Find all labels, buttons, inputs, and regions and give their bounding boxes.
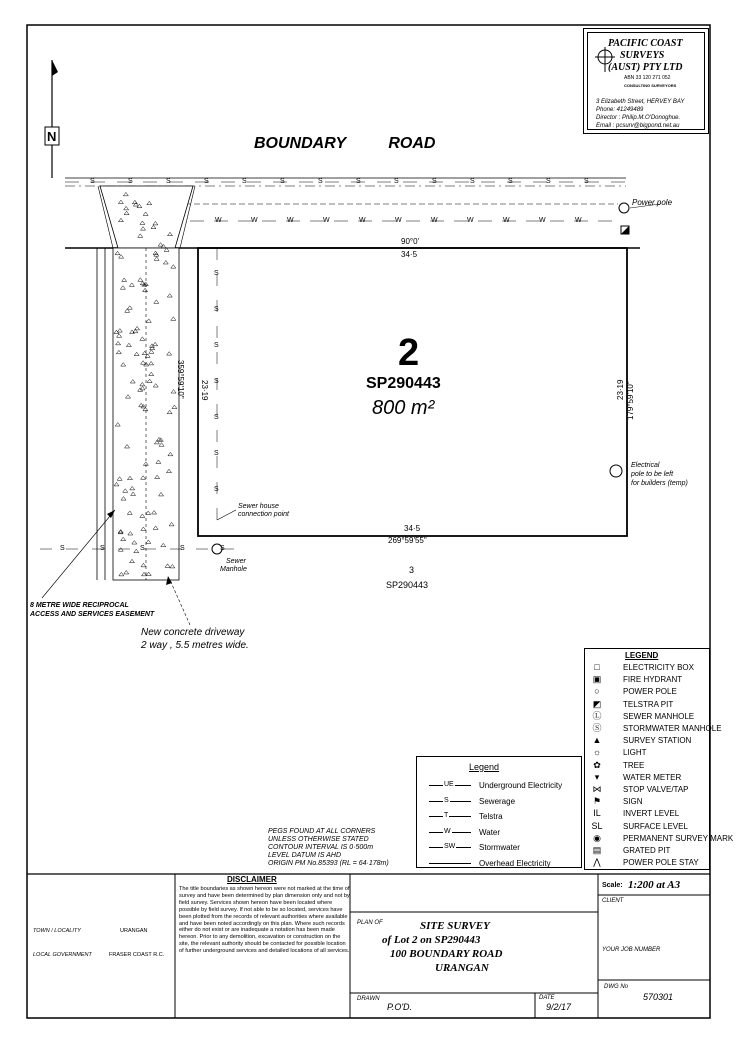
- firm-email: Email : pcsurv@bigpond.net.au: [596, 123, 680, 129]
- legend-symbol-icon: ▾: [594, 771, 600, 782]
- electrical-pole-icon: [610, 465, 622, 477]
- town-value: URANGAN: [120, 928, 148, 934]
- legend-symbol-label: SURVEY STATION: [623, 736, 692, 746]
- electrical-pole-label-2: pole to be left: [631, 471, 674, 478]
- water-marker: W: [467, 217, 474, 224]
- scale-label: Scale:: [602, 882, 623, 889]
- legend-line-swatch: [429, 801, 471, 802]
- lot-south-bearing: 269°59'55": [388, 536, 427, 545]
- firm-name-3: (AUST) PTY LTD: [608, 62, 683, 73]
- adjacent-lot-number: 3: [409, 565, 415, 575]
- sewer-marker: S: [128, 178, 133, 185]
- legend-symbol-icon: ◉: [593, 832, 601, 843]
- sewer-house-label-2: connection point: [238, 511, 289, 518]
- legend-symbol-label: INVERT LEVEL: [623, 809, 680, 819]
- symbols-legend-title: LEGEND: [625, 651, 659, 660]
- legend-symbol-label: STORMWATER MANHOLE: [623, 724, 722, 733]
- date-value: 9/2/17: [546, 1002, 572, 1012]
- lot-north-length: 34·5: [401, 250, 418, 259]
- legend-symbol-icon: IL: [593, 808, 601, 819]
- water-marker: W: [503, 217, 510, 224]
- sewer-marker: S: [584, 178, 589, 185]
- sewer-marker: S: [214, 306, 219, 313]
- legend-symbol-label: POWER POLE STAY: [623, 858, 699, 868]
- legend-symbol-icon: ▤: [592, 845, 602, 855]
- sewer-marker: S: [470, 178, 475, 185]
- legend-code: S: [444, 796, 449, 804]
- drawn-label: DRAWN: [357, 996, 380, 1002]
- sewer-marker: S: [214, 342, 219, 349]
- lot-west-bearing: 359°59'10": [176, 360, 185, 399]
- sewer-marker: S: [60, 545, 65, 552]
- adjacent-lot-plan: SP290443: [386, 580, 429, 590]
- plan-title-3: 100 BOUNDARY ROAD: [390, 948, 503, 960]
- sewer-marker: S: [100, 545, 105, 552]
- legend-symbol-icon: ▲: [592, 735, 602, 746]
- plan-title-2: of Lot 2 on SP290443: [382, 934, 481, 946]
- legend-symbol-icon: Ⓛ: [592, 710, 602, 721]
- lot-west-length: 23·19: [200, 380, 209, 401]
- legend-symbol-label: GRATED PIT: [623, 846, 671, 855]
- sewer-marker: S: [214, 486, 219, 493]
- sewer-marker: S: [214, 450, 219, 457]
- legend-symbol-label: LIGHT: [623, 748, 647, 758]
- driveway-leader: [170, 580, 190, 625]
- easement-label-2: ACCESS AND SERVICES EASEMENT: [30, 611, 155, 618]
- water-marker: W: [395, 217, 402, 224]
- legend-symbol-icon: ○: [594, 686, 600, 697]
- drawn-value: P.O'D.: [387, 1002, 413, 1012]
- legend-symbol-label: TELSTRA PIT: [623, 699, 674, 709]
- sewer-house-label-1: Sewer house: [238, 503, 279, 510]
- driveway-label-1: New concrete driveway: [141, 627, 245, 638]
- water-marker: W: [287, 217, 294, 224]
- pegs-note-3: CONTOUR INTERVAL IS 0·500m: [268, 844, 374, 851]
- electrical-pole-label-1: Electrical: [631, 462, 660, 469]
- legend-label: Telstra: [479, 812, 503, 821]
- lot-plan: SP290443: [366, 375, 441, 392]
- firm-name-2: SURVEYS: [620, 50, 665, 61]
- legend-symbol-icon: ◩: [592, 698, 602, 709]
- legend-symbol-label: SEWER MANHOLE: [623, 711, 695, 721]
- firm-director: Director : Philip.M.O'Donoghue.: [596, 115, 681, 121]
- water-marker: W: [539, 217, 546, 224]
- services-legend-title: Legend: [469, 762, 500, 772]
- electrical-pole-label-3: for builders (temp): [631, 480, 688, 487]
- sewer-marker: S: [280, 178, 285, 185]
- sewer-house-leader: [217, 510, 236, 520]
- legend-code: T: [444, 812, 449, 819]
- legend-label: Sewerage: [479, 796, 516, 806]
- pegs-note-1: PEGS FOUND AT ALL CORNERS: [268, 828, 376, 835]
- legend-symbol-icon: ⚑: [592, 796, 602, 807]
- legend-label: Underground Electricity: [479, 781, 563, 790]
- legend-line-swatch: [429, 863, 471, 864]
- plan-title-4: URANGAN: [435, 962, 489, 974]
- water-marker: W: [431, 217, 438, 224]
- disclaimer-text: The title boundaries as shown hereon were not marked at the time of survey and have been determined by plan dimension only and not by field survey. Services shown hereon have been located where possible by field survey. If not able to be so located, services have been plotted from the records of relevant authorities where available and have been noted accordingly on this plan. Where such records either do not exist or are inadequate a notation has been made hereon. Prior to any demolition, excavation or construction on the site, the relevant authority should be contacted for possible location of further underground services and detailed locations of all services.: [179, 886, 350, 955]
- date-label: DATE: [539, 995, 555, 1001]
- legend-label: Overhead Electricity: [479, 858, 551, 868]
- lga-label: LOCAL GOVERNMENT: [33, 952, 92, 958]
- north-arrow-icon: [45, 60, 59, 178]
- sewer-marker: S: [140, 545, 145, 552]
- legend-symbol-icon: Ⓢ: [592, 723, 602, 733]
- sewer-marker: S: [180, 545, 185, 552]
- plan-of-label: PLAN OF: [357, 920, 383, 926]
- legend-symbol-icon: ▣: [592, 674, 602, 685]
- legend-symbol-icon: ⋀: [593, 857, 601, 868]
- legend-code: W: [444, 827, 451, 835]
- legend-symbol-label: FIRE HYDRANT: [623, 675, 683, 685]
- sewer-marker: S: [220, 545, 225, 552]
- dwg-value: 570301: [643, 992, 674, 1002]
- legend-symbol-icon: □: [594, 662, 600, 672]
- scale-value: 1:200 at A3: [628, 879, 681, 891]
- legend-symbol-label: SIGN: [623, 797, 643, 807]
- legend-label: Stormwater: [479, 843, 520, 852]
- water-marker: W: [323, 217, 330, 224]
- sewer-manhole-label-1: Sewer: [226, 558, 246, 565]
- sewer-marker: S: [394, 178, 399, 185]
- firm-name-1: PACIFIC COAST: [608, 38, 683, 49]
- sewer-marker: S: [204, 178, 209, 185]
- power-pole-icon: [619, 203, 629, 213]
- town-label: TOWN / LOCALITY: [33, 928, 81, 934]
- sewer-marker: S: [214, 414, 219, 421]
- water-marker: W: [359, 217, 366, 224]
- sewer-marker: S: [546, 178, 551, 185]
- sewer-marker: S: [432, 178, 437, 185]
- legend-symbol-label: PERMANENT SURVEY MARK: [623, 833, 734, 843]
- pegs-note-5: ORIGIN PM No.85393 (RL = 64·178m): [268, 860, 389, 867]
- road-name: BOUNDARY ROAD: [254, 135, 436, 152]
- services-legend: [416, 756, 582, 868]
- legend-symbol-label: POWER POLE: [623, 687, 677, 697]
- sewer-marker: S: [318, 178, 323, 185]
- disclaimer-title: DISCLAIMER: [227, 875, 277, 884]
- pegs-note-2: UNLESS OTHERWISE STATED: [268, 836, 369, 843]
- legend-line-swatch: [429, 816, 471, 817]
- water-marker: W: [215, 217, 222, 224]
- lot-east-length: 23·19: [616, 379, 625, 400]
- client-label: CLIENT: [602, 898, 624, 904]
- legend-code: SW: [444, 843, 456, 850]
- legend-symbol-icon: ⋈: [592, 784, 602, 794]
- water-marker: W: [251, 217, 258, 224]
- symbols-legend: [584, 648, 734, 870]
- sewer-marker: S: [90, 178, 95, 185]
- sewer-marker: S: [242, 178, 247, 185]
- easement-leader: [42, 510, 115, 598]
- sewer-marker: S: [214, 378, 219, 385]
- surveyor-title-box: [583, 28, 709, 134]
- firm-phone: Phone: 41249489: [596, 107, 644, 113]
- lot-2-boundary: [198, 248, 627, 536]
- lot-number: 2: [398, 332, 420, 374]
- job-number-label: YOUR JOB NUMBER: [602, 947, 661, 953]
- legend-symbol-icon: ☼: [592, 747, 602, 758]
- dwg-label: DWG No: [604, 984, 628, 990]
- easement-label-1: 8 METRE WIDE RECIPROCAL: [30, 602, 129, 609]
- pegs-note-4: LEVEL DATUM IS AHD: [268, 852, 342, 859]
- lot-area: 800 m²: [372, 397, 435, 419]
- legend-symbol-label: TREE: [623, 760, 645, 770]
- lot-east-bearing: 179°59'10": [626, 381, 635, 420]
- legend-symbol-label: STOP VALVE/TAP: [623, 785, 689, 794]
- lot-south-length: 34·5: [404, 524, 421, 533]
- legend-symbol-label: ELECTRICITY BOX: [623, 663, 694, 672]
- water-marker: W: [575, 217, 582, 224]
- legend-symbol-icon: ✿: [593, 759, 601, 770]
- legend-symbol-label: SURFACE LEVEL: [623, 821, 688, 831]
- north-label: N: [47, 129, 57, 144]
- legend-code: UE: [444, 781, 454, 788]
- sewer-marker: S: [356, 178, 361, 185]
- plan-title-1: SITE SURVEY: [420, 920, 490, 932]
- sewer-manhole-label-2: Manhole: [220, 566, 247, 573]
- firm-abn: ABN 33 120 271 052: [624, 75, 671, 81]
- lot-north-bearing: 90°0': [401, 237, 420, 246]
- power-pole-label: Power pole: [632, 198, 673, 207]
- legend-label: Water: [479, 827, 501, 837]
- firm-address: 3 Elizabeth Street, HERVEY BAY: [596, 99, 685, 105]
- lga-value: FRASER COAST R.C.: [109, 952, 165, 958]
- legend-symbol-icon: SL: [591, 820, 603, 831]
- sewer-marker: S: [166, 178, 171, 185]
- driveway-label-2: 2 way , 5.5 metres wide.: [141, 640, 249, 651]
- legend-symbol-label: WATER METER: [623, 772, 682, 782]
- sewer-marker: S: [508, 178, 513, 185]
- sewer-marker: S: [214, 270, 219, 277]
- firm-subtitle: CONSULTING SURVEYORS: [624, 83, 677, 88]
